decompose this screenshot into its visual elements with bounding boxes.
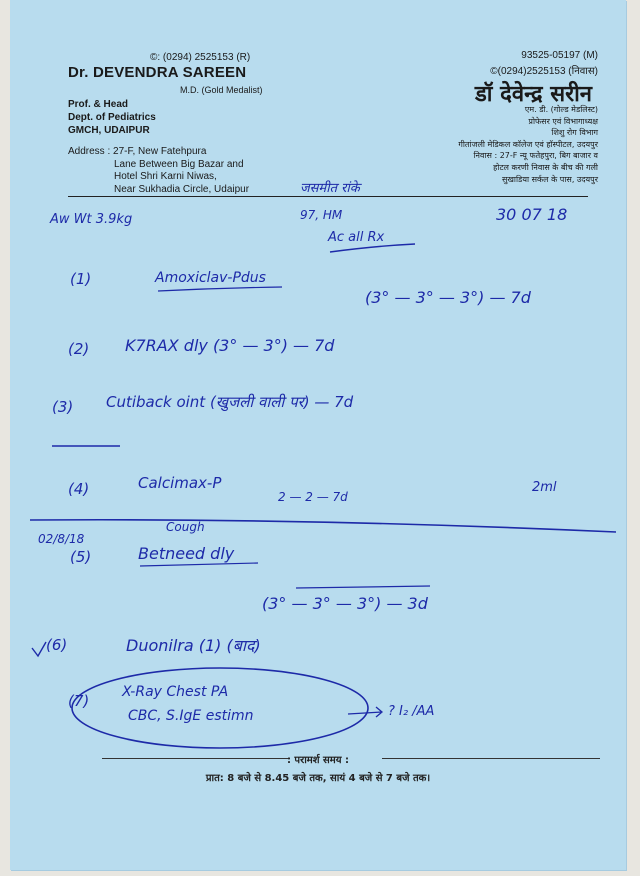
medicine-name: Calcimax-P (138, 474, 222, 492)
medicine-dose: (3° — 3° — 3°) — 3d (262, 594, 428, 613)
medicine-name: Amoxiclav-Pdus (155, 270, 266, 286)
item-number: (2) (68, 340, 90, 358)
address-line: Address : 27-F, New Fatehpura (68, 146, 207, 157)
item-number: (1) (70, 270, 92, 288)
investigation-note: ? I₂ /AA (388, 704, 435, 719)
prescription-sheet (10, 0, 626, 870)
medicine-dose: 2 — 2 — 7d (278, 490, 348, 504)
hindi-line: सुखाडिया सर्कल के पास, उदयपुर (501, 174, 598, 184)
investigation-line: CBC, S.IgE estimn (128, 708, 254, 724)
consultation-label: : परामर्श समय : (286, 755, 350, 766)
item-number: (6) (46, 636, 68, 654)
weight: Aw Wt 3.9kg (50, 212, 133, 227)
patient-name: जसमीत रांके (300, 181, 360, 196)
followup-note: Cough (166, 520, 205, 534)
betneed-underline (140, 563, 258, 566)
address-line: Near Sukhadia Circle, Udaipur (114, 183, 250, 195)
temperature: 97, HM (300, 208, 343, 222)
hindi-line: प्रोफेसर एवं विभागाध्यक्ष (528, 116, 598, 126)
address-line: Hotel Shri Karni Niwas, (114, 171, 217, 182)
medicine-line: Cutiback oint (खुजली वाली पर) — 7d (106, 393, 354, 411)
investigation-circle (72, 668, 368, 748)
doctor-name-english: Dr. DEVENDRA SAREEN (68, 64, 247, 81)
medicine-name: Betneed dly (138, 544, 235, 563)
advice-underline (330, 244, 415, 252)
hindi-line: निवास : 27-F न्यू फतेहपुरा, बिग बाजार व (473, 151, 598, 161)
mobile-number: 93525-05197 (M) (521, 50, 598, 61)
tick-mark (32, 642, 46, 656)
item-number: (7) (68, 692, 90, 710)
amoxiclav-underline (158, 287, 282, 291)
doctor-name-hindi: डॉ देवेन्द्र सरीन (475, 82, 592, 107)
consultation-timings: प्रात: 8 बजे से 8.45 बजे तक, सायं 4 बजे से 7 बजे तक। (205, 773, 431, 784)
position-line: Dept. of Pediatrics (68, 112, 156, 123)
position-line: GMCH, UDAIPUR (68, 125, 150, 136)
address-line: Lane Between Big Bazar and (114, 158, 244, 170)
investigation-line: X-Ray Chest PA (122, 684, 229, 700)
date: 30 07 18 (496, 205, 568, 224)
hindi-line: एम. डी. (गोल्ड मेडलिस्ट) (524, 105, 598, 114)
betneed-strike (296, 586, 430, 588)
position-line: Prof. & Head (68, 99, 129, 110)
advice-heading: Ac all Rx (328, 230, 385, 245)
side-note: 2ml (532, 480, 557, 495)
item-number: (4) (68, 480, 90, 498)
hindi-line: गीतांजली मेडिकल कॉलेज एवं हॉस्पीटल, उदयपुर (458, 139, 598, 149)
medicine-line: Duonilra (1) (बाद) (126, 636, 261, 655)
qualification: M.D. (Gold Medalist) (180, 85, 263, 95)
phone-residence: ©: (0294) 2525153 (R) (150, 52, 251, 63)
hindi-line: शिशु रोग विभाग (551, 128, 598, 138)
followup-date: 02/8/18 (38, 532, 85, 546)
item-number: (3) (52, 398, 74, 416)
medicine-line: K7RAX dly (3° — 3°) — 7d (125, 336, 335, 355)
hindi-line: होटल करणी निवास के बीच की गली (493, 162, 598, 172)
item-number: (5) (70, 548, 92, 566)
dated-divider (30, 520, 616, 532)
ink-marks (10, 0, 626, 870)
medicine-dose: (3° — 3° — 3°) — 7d (365, 288, 531, 307)
phone-hindi: ©(0294)2525153 (निवास) (490, 66, 598, 77)
